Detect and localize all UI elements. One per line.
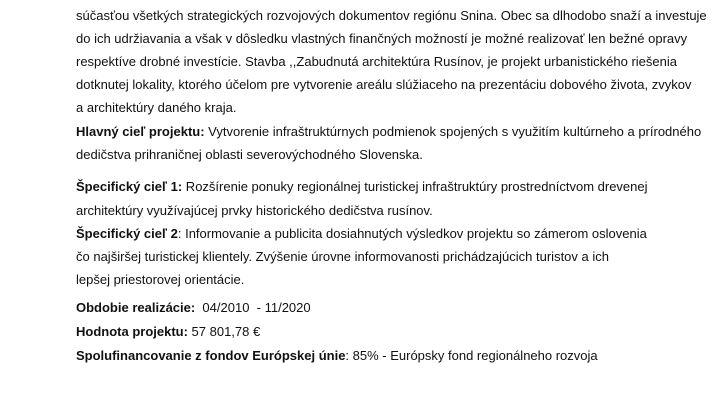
main-goal-line-2: dedičstva prihraničnej oblasti severovýchodného Slovenska. [76,147,423,162]
project-value-label: Hodnota projektu: [76,324,188,339]
cofinancing-line [76,344,598,367]
project-value-amount: 57 801,78 € [187,324,261,339]
specific-goal-2-text: : Informovanie a publicita dosiahnutých výsledkov projektu so zámerom oslovenia [177,226,647,241]
specific-goal-2-line-3: lepšej priestorovej orientácie. [76,272,245,287]
period-label: Obdobie realizácie: [76,300,196,315]
intro-line-4: dotknutej lokality, ktorého účelom pre vytvorenie areálu slúžiaceho na prezentáciu dobového života, zvykov [76,77,692,92]
period-line [76,296,311,319]
period-value: 04/2010 - 11/2020 [195,300,311,315]
main-goal-line-1 [76,120,702,143]
intro-line-5: a architektúry daného kraja. [76,100,237,115]
specific-goal-1-label: Špecifický cieľ 1: [76,179,183,194]
cofinancing-value: : 85% - Európsky fond regionálneho rozvoja [345,348,598,363]
specific-goal-1-line-2: architektúry využívajúcej prvky historického dedičstva rusínov. [76,203,433,218]
main-goal-text: Vytvorenie infraštruktúrnych podmienok spojených s využitím kultúrneho a prírodného [204,124,702,139]
project-value-line [76,320,260,343]
main-goal-label: Hlavný cieľ projektu: [76,124,205,139]
cofinancing-label: Spolufinancovanie z fondov Európskej únie [76,348,346,363]
specific-goal-1-line-1 [76,175,648,198]
intro-line-3: respektíve drobné investície. Stavba ,,Zabudnutá architektúra Rusínov, je projekt urbanistického riešenia [76,54,677,69]
specific-goal-1-text: Rozšírenie ponuky regionálnej turistickej infraštruktúry prostredníctvom drevenej [182,179,648,194]
intro-line-2: do ich udržiavania a však v dôsledku vlastných finančných možností je možné realizovať len bežné opravy [76,31,688,46]
specific-goal-2-label: Špecifický cieľ 2 [76,226,178,241]
intro-line-1: súčasťou všetkých strategických rozvojových dokumentov regiónu Snina. Obec sa dlhodobo snaží a investuje [76,8,707,23]
specific-goal-2-line-1 [76,222,647,245]
specific-goal-2-line-2: čo najširšej turistickej klientely. Zvýšenie úrovne informovanosti prichádzajúcich turistov a ich [76,249,609,264]
